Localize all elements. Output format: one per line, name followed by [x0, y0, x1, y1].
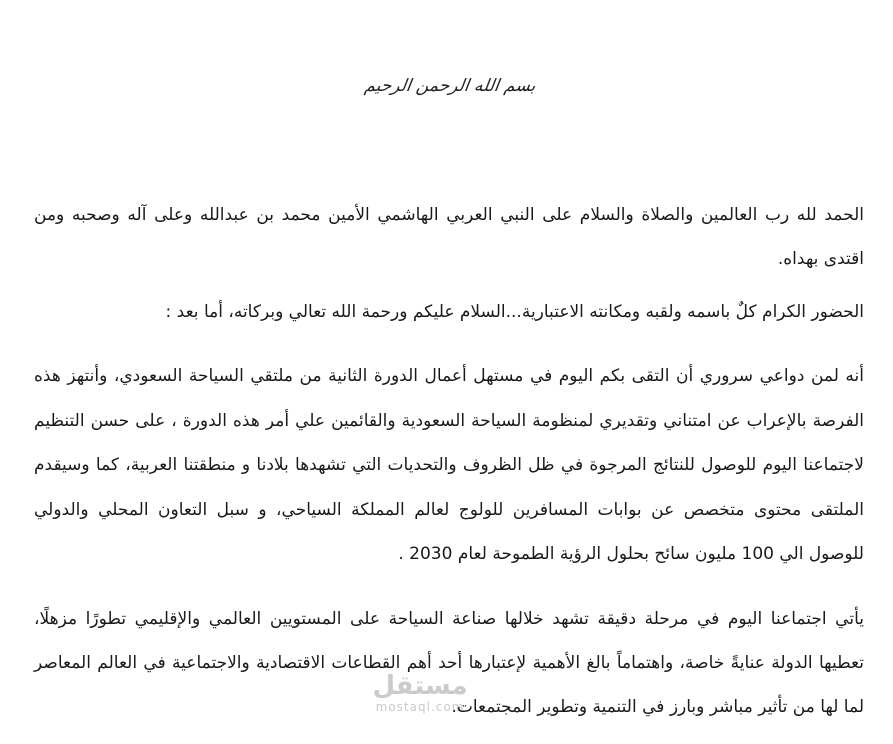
- watermark-latin: mostaql.com: [375, 700, 465, 714]
- watermark-arabic: مستقل: [372, 671, 468, 701]
- paragraph-praise: الحمد لله رب العالمين والصلاة والسلام على النبي العربي الهاشمي الأمين محمد بن عبدالله وعلى آله وصحبه ومن اقتدى بهداه.: [34, 205, 864, 269]
- watermark: [370, 672, 470, 714]
- paragraph-intro: أنه لمن دواعي سروري أن التقى بكم اليوم في مستهل أعمال الدورة الثانية من ملتقي السياحة السعودي، وأنتهز هذه الفرصة بالإعراب عن امتناني وتقديري لمنظومة السياحة السعودية والقائمين علي أمر هذه الدورة ، على حسن التنظيم لاجتماعنا اليوم للوصول للنتائج المرجوة في ظل الظروف والتحديات التي تشهدها بلادنا و منطقتنا العربية، كما وسيقدم الملتقى محتوى متخصص عن بوابات المسافرين للولوج لعالم المملكة السياحي، و سبل التعاون المحلي والدولي للوصول الي 100 مليون سائح بحلول الرؤية الطموحة لعام 2030 .: [34, 366, 864, 564]
- paragraph-greeting: الحضور الكرام كلٌ باسمه ولقبه ومكانته الاعتبارية...السلام عليكم ورحمة الله تعالي وبركاته، أما بعد :: [165, 302, 864, 322]
- paragraph-context: يأتي اجتماعنا اليوم في مرحلة دقيقة تشهد خلالها صناعة السياحة على المستويين العالمي والإقليمي تطورًا مزهلًا، تعطيها الدولة عنايةً خاصة، واهتماماً بالغ الأهمية لإعتبارها أحد أهم القطاعات الاقتصادية والاجتماعية في العالم المعاصر لما لها من تأثير مباشر وبارز في التنمية وتطوير المجتمعات.: [34, 609, 864, 717]
- basmala-calligraphy: بسم الله الرحمن الرحيم: [363, 76, 537, 96]
